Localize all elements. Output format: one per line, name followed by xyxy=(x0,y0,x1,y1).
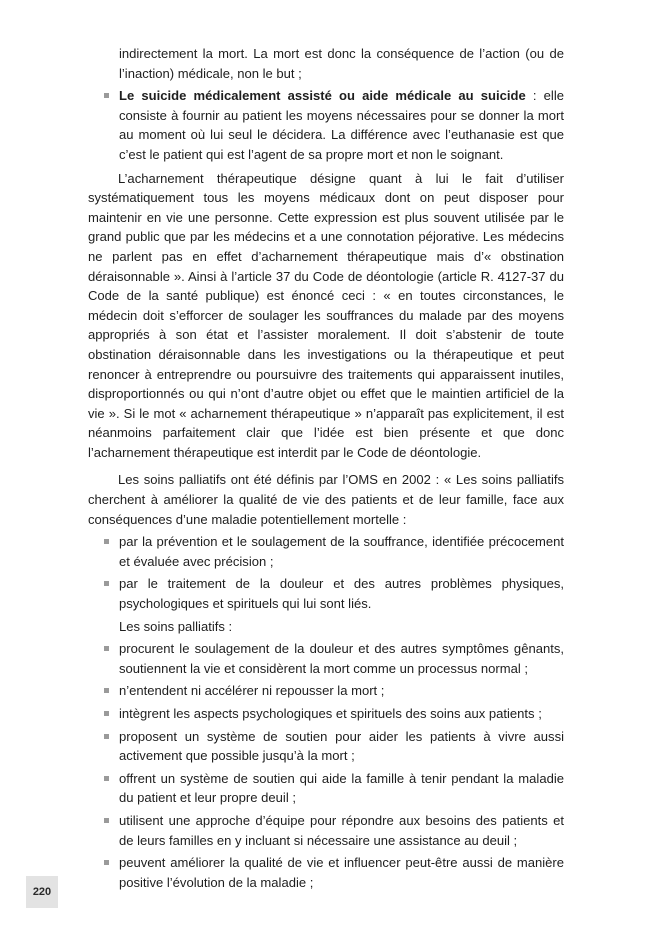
list-item-text: par la prévention et le soulagement de la souffrance, identifiée précocement et évaluée avec précision ; xyxy=(119,534,564,569)
oms-list xyxy=(88,532,564,613)
page-number: 220 xyxy=(26,876,58,908)
square-bullet-icon xyxy=(104,93,109,98)
square-bullet-icon xyxy=(104,776,109,781)
square-bullet-icon xyxy=(104,646,109,651)
definition-text: : elle consiste à fournir au patient les moyens nécessaires pour se donner la mort au moment où lui seul le décidera. La différence avec l’euthanasie est que c’est le patient qui est l’agent de sa propre mort et non le soignant. xyxy=(119,88,564,162)
list-item xyxy=(88,639,564,678)
square-bullet-icon xyxy=(104,581,109,586)
paragraph-acharnement: L’acharnement thérapeutique désigne quant à lui le fait d’utiliser systématiquement tous les moyens médicaux dont on peut disposer pour maintenir en vie une personne. Cette expression est plus souvent utilisée par le grand public que par les médecins et a une connotation péjorative. Les médecins ne parlent pas en effet d’acharnement thérapeutique mais d’« obstination déraisonnable ». Ainsi à l’article 37 du Code de déontologie (article R. 4127-37 du Code de la santé publique) est énoncé ceci : « en toutes circonstances, le médecin doit s’efforcer de soulager les souffrances du malade par des moyens appropriés à son état et l’assister moralement. Il doit s’abstenir de toute obstination déraisonnable dans les investigations ou la thérapeutique et peut renoncer à entreprendre ou poursuivre des traitements qui apparaissent inutiles, disproportionnés ou qui n’ont d’autre objet ou effet que le maintien artificiel de la vie ». Si le mot « acharnement thérapeutique » n’apparaît pas explicitement, il est néanmoins parfaitement clair que l’idée est bien présente et que donc l’acharnement thérapeutique est interdit par le Code de déontologie. xyxy=(88,170,564,460)
list-item-text: proposent un système de soutien pour aider les patients à vivre aussi activement que possible jusqu’à la mort ; xyxy=(119,728,564,764)
list-item xyxy=(88,86,564,164)
list-item-text: n’entendent ni accélérer ni repousser la mort ; xyxy=(119,683,385,699)
continuation-text: indirectement la mort. La mort est donc la conséquence de l’action (ou de l’inaction) médicale, non le but ; xyxy=(119,46,564,81)
square-bullet-icon xyxy=(104,539,109,544)
definition-term: Le suicide médicalement assisté ou aide médicale au suicide xyxy=(119,88,526,104)
list-item xyxy=(88,681,564,701)
square-bullet-icon xyxy=(104,818,109,823)
page-body xyxy=(88,44,564,895)
list-item xyxy=(88,727,564,766)
paragraph-oms: Les soins palliatifs ont été définis par l’OMS en 2002 : « Les soins palliatifs cherchent à améliorer la qualité de vie des patients et de leur famille, face aux conséquences d’une maladie potentiellement mortelle : xyxy=(88,472,564,527)
list-item xyxy=(88,853,564,892)
list-item-text: peuvent améliorer la qualité de vie et influencer peut-être aussi de manière positive l’évolution de la maladie ; xyxy=(119,855,564,890)
definition-list xyxy=(88,86,564,164)
list-item-text: par le traitement de la douleur et des autres problèmes physiques, psychologiques et spirituels qui lui sont liés. xyxy=(119,576,564,612)
list-item-text: procurent le soulagement de la douleur et des autres symptômes gênants, soutiennent la vie et considèrent la mort comme un processus normal ; xyxy=(119,641,564,676)
list-item xyxy=(88,704,564,724)
list-item-text: offrent un système de soutien qui aide la famille à tenir pendant la maladie du patient et leur propre deuil ; xyxy=(119,770,564,806)
list-item xyxy=(88,811,564,850)
square-bullet-icon xyxy=(104,711,109,716)
list-item xyxy=(88,532,564,571)
list-item xyxy=(88,574,564,613)
list-item xyxy=(88,769,564,808)
soins-list xyxy=(88,639,564,892)
square-bullet-icon xyxy=(104,734,109,739)
square-bullet-icon xyxy=(104,860,109,865)
soins-label: Les soins palliatifs : xyxy=(119,618,233,634)
square-bullet-icon xyxy=(104,688,109,693)
list-item-text: utilisent une approche d’équipe pour répondre aux besoins des patients et de leurs familles en y incluant si nécessaire une assistance au deuil ; xyxy=(119,812,564,848)
list-item-text: intègrent les aspects psychologiques et spirituels des soins aux patients ; xyxy=(119,706,542,721)
